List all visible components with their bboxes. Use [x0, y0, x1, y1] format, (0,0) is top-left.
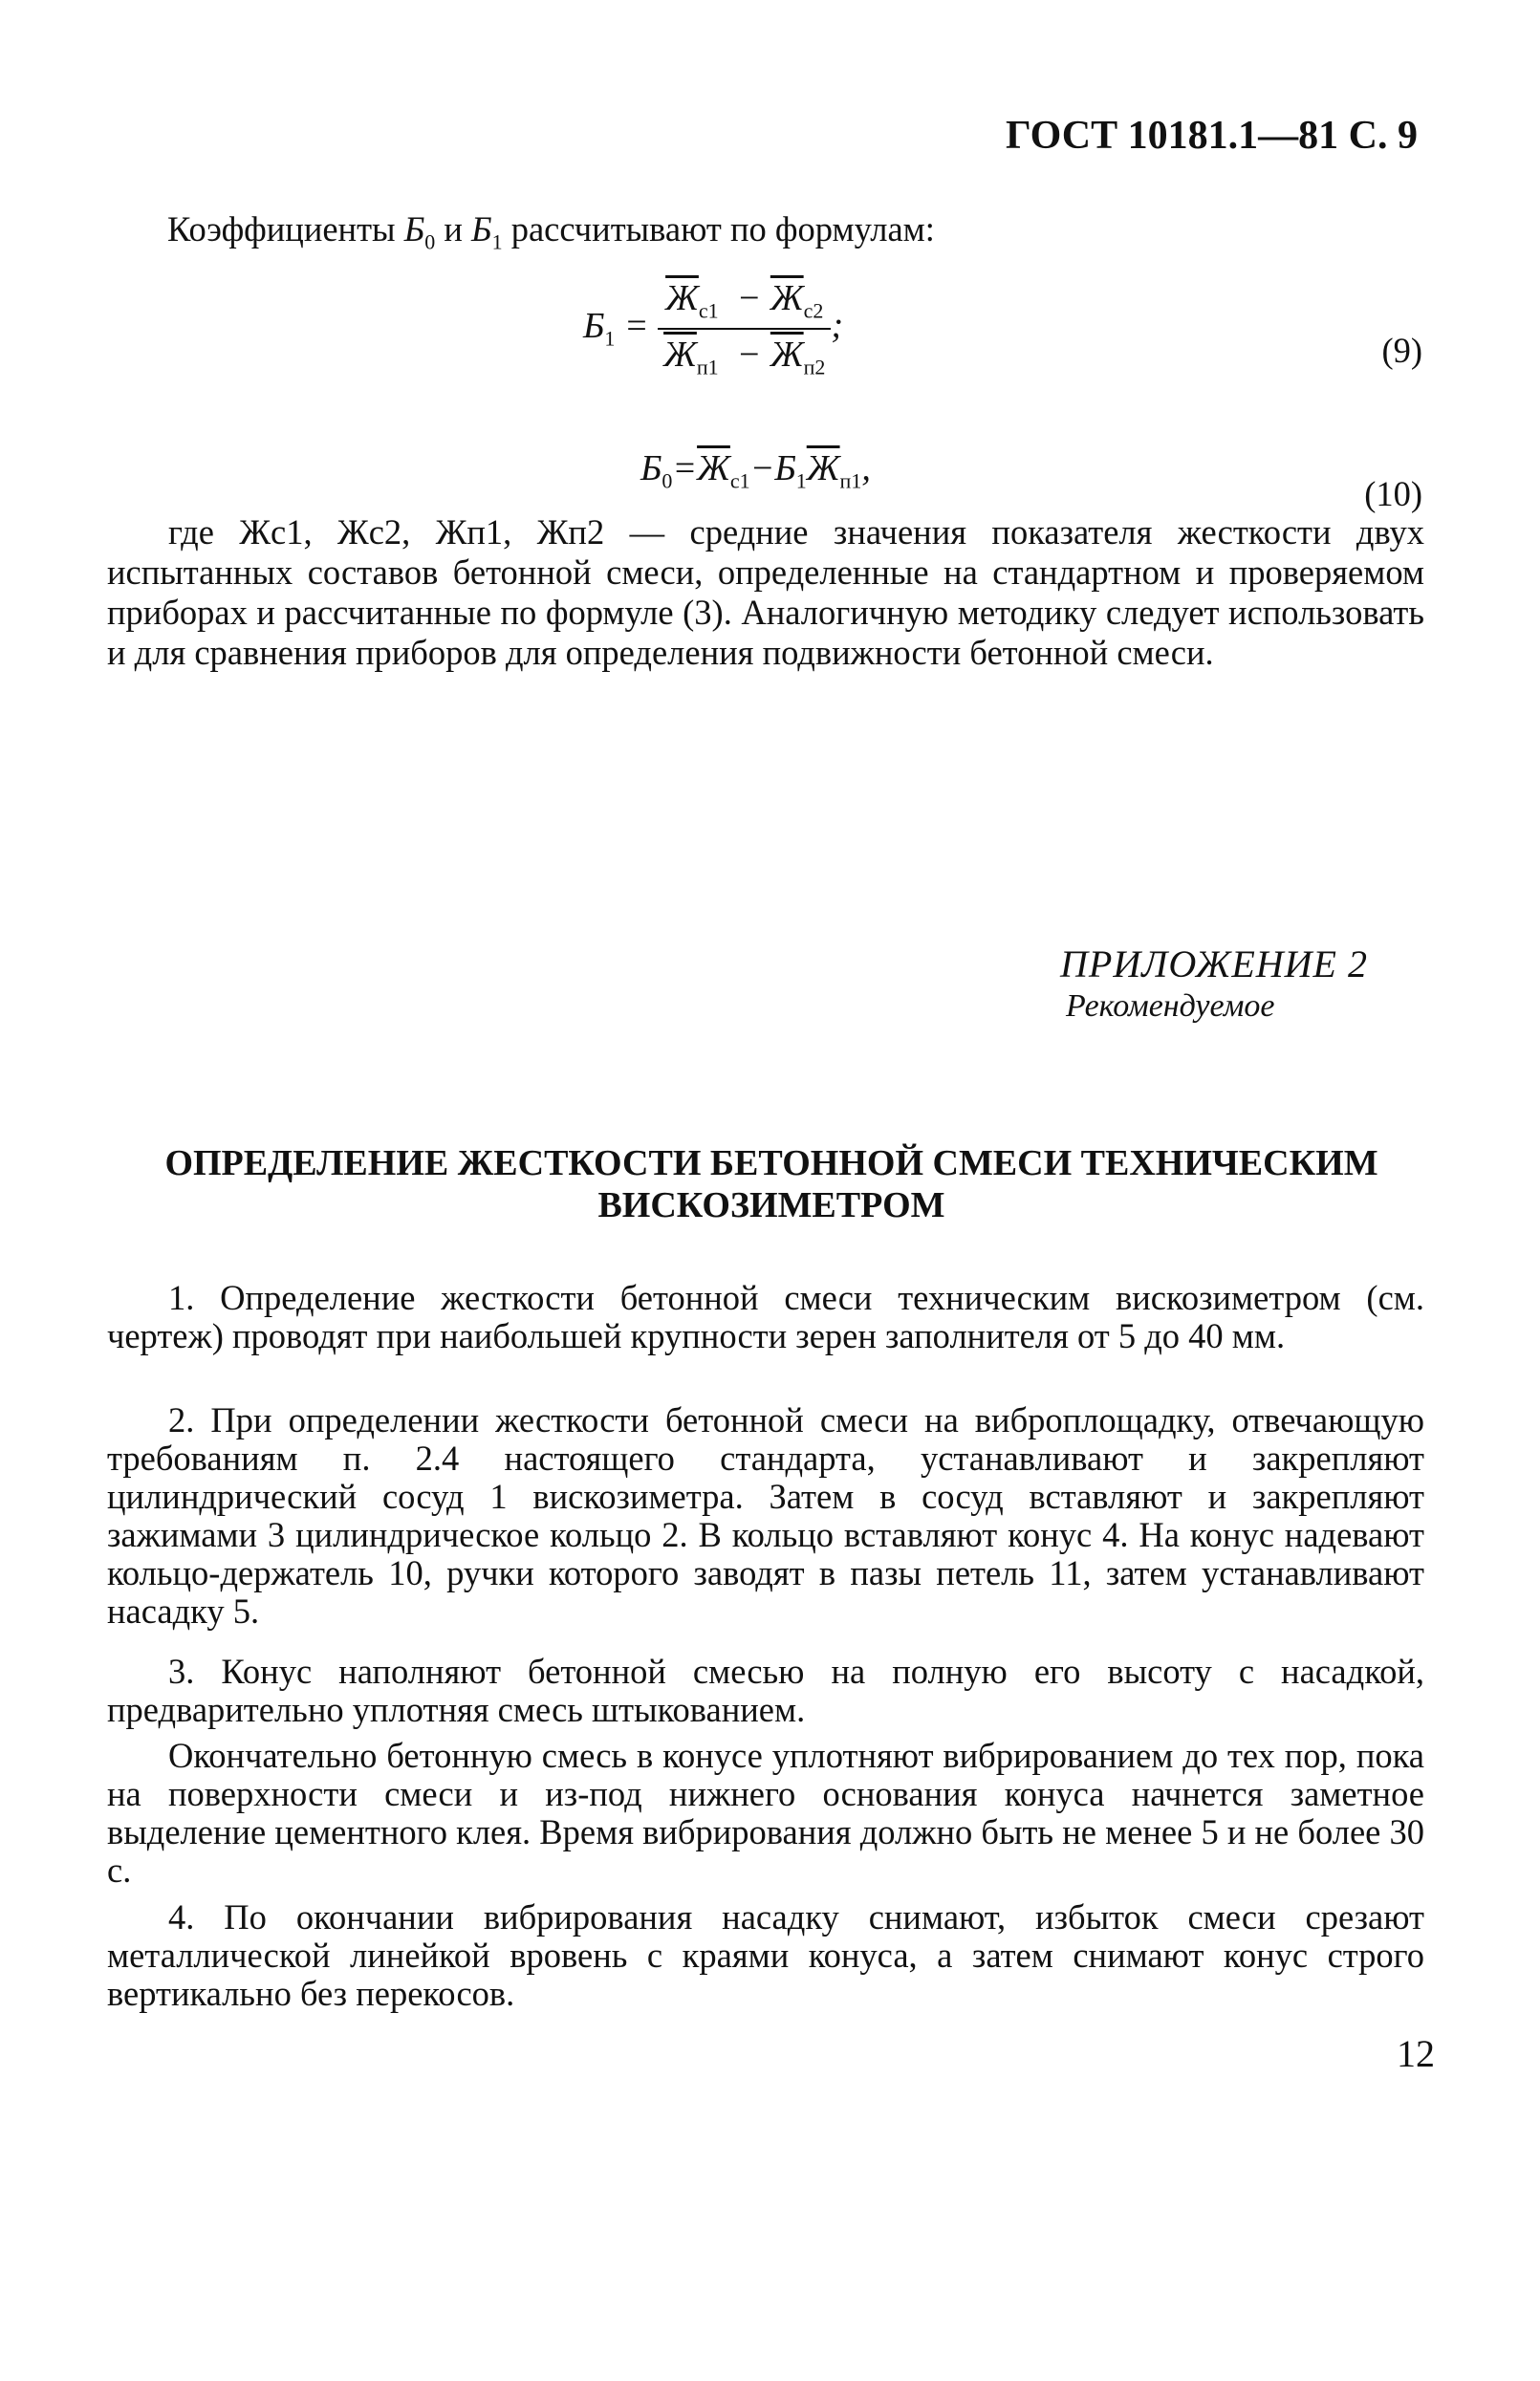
section-title-line-1: ОПРЕДЕЛЕНИЕ ЖЕСТКОСТИ БЕТОННОЙ СМЕСИ ТЕХНИЧЕСКИМ — [164, 1143, 1378, 1183]
where-paragraph: где Жc1, Жc2, Жп1, Жп2 — средние значения показателя жесткости двух испытанных составов бетонной смеси, определенные на стандартном и проверяемом приборах и рассчитанные по формуле (3). Аналогичную методику следует использовать и для сравнения приборов для определения подвижности бетонной смеси. — [107, 512, 1424, 672]
paragraph-4: Окончательно бетонную смесь в конусе уплотняют вибрированием до тех пор, пока на поверхности смеси и из-под нижнего основания конуса начнется заметное выделение цементного клея. Время вибрирования должно быть не менее 5 и не более 30 с. — [107, 1736, 1424, 1890]
appendix-label: ПРИЛОЖЕНИЕ 2 — [1060, 942, 1368, 985]
page-number: 12 — [1397, 2032, 1435, 2075]
paragraph-5: 4. По окончании вибрирования насадку снимают, избыток смеси срезают металлической линейкой вровень с краями конуса, а затем снимают конус строго вертикально без перекосов. — [107, 1897, 1424, 2013]
section-title-line-2: ВИСКОЗИМЕТРОМ — [597, 1185, 945, 1225]
paragraph-2: 2. При определении жесткости бетонной смеси на виброплощадку, отвечающую требованиям п. 2.4 настоящего стандарта, устанавливают и закрепляют цилиндрический сосуд 1 вискозиметра. Затем в сосуд вставляют и закрепляют зажимами 3 цилиндрическое кольцо 2. В кольцо вставляют конус 4. На конус надевают кольцо-держатель 10, ручки которого заводят в пазы петель 11, затем устанавливают насадку 5. — [107, 1400, 1424, 1631]
appendix-status: Рекомендуемое — [1066, 988, 1275, 1024]
appendix-label-block — [1060, 942, 1368, 1025]
equation-number-9: (9) — [1381, 331, 1422, 370]
document-header: ГОСТ 10181.1—81 С. 9 — [1005, 114, 1418, 158]
paragraph-3: 3. Конус наполняют бетонной смесью на полную его высоту с насадкой, предварительно уплотняя смесь штыкованием. — [107, 1652, 1424, 1729]
formula-10: $Б_0=Ж_{c1}-Б_1Ж_{п1}$, — [640, 448, 871, 493]
paragraph-1: 1. Определение жесткости бетонной смеси техническим вискозиметром (см. чертеж) проводят при наибольшей крупности зерен заполнителя от 5 до 40 мм. — [107, 1278, 1424, 1355]
equation-number-10: (10) — [1364, 474, 1422, 513]
section-title — [107, 1142, 1436, 1226]
formula-9: $Б_1$ = $\frac{Ж_{c1} - Ж_{c2}}{Ж_{п1} - Ж_{п2}}$ ; — [583, 278, 844, 379]
intro-text: Коэффициенты $Б_0$ и $Б_1$ рассчитывают по формулам: — [167, 209, 935, 254]
